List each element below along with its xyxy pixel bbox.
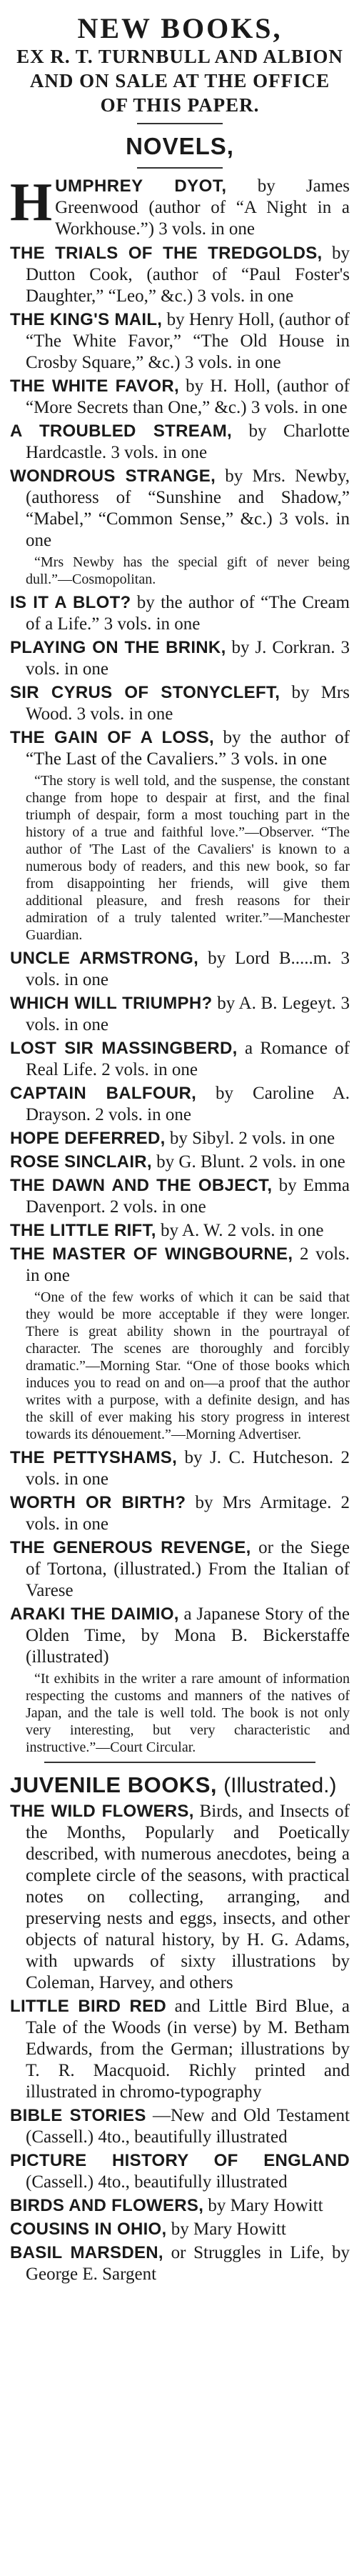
book-title: THE DAWN AND THE OBJECT, bbox=[10, 1176, 273, 1195]
book-description: by J. Corkran. 3 vols. in one bbox=[26, 638, 350, 679]
book-entry bbox=[10, 1175, 350, 1218]
book-title: SIR CYRUS OF STONYCLEFT, bbox=[10, 683, 280, 702]
book-entry bbox=[10, 1244, 350, 1287]
book-title: PLAYING ON THE BRINK, bbox=[10, 638, 226, 657]
juvenile-heading: JUVENILE BOOKS, bbox=[10, 1772, 217, 1797]
book-title: HOPE DEFERRED, bbox=[10, 1129, 166, 1148]
book-description: by Dutton Cook, (author of “Paul Foster's Daughter,” “Leo,” &c.) 3 vols. in one bbox=[26, 244, 350, 306]
book-entry bbox=[10, 1604, 350, 1668]
book-entry bbox=[10, 1128, 350, 1149]
book-description: by Lord B.....m. 3 vols. in one bbox=[26, 949, 350, 989]
book-description: 2 vols. in one bbox=[26, 1244, 350, 1285]
book-entry bbox=[10, 682, 350, 725]
book-description: by Henry Holl, (author of “The White Favor,” “The Old House in Crosby Square,” &c.) 3 vols. in one bbox=[26, 310, 350, 372]
ad-subtitle-line-2: AND ON SALE AT THE OFFICE bbox=[29, 70, 330, 91]
book-description: by Mrs Armitage. 2 vols. in one bbox=[26, 1493, 350, 1534]
book-title: WORTH OR BIRTH? bbox=[10, 1493, 186, 1512]
book-description: by J. C. Hutcheson. 2 vols. in one bbox=[26, 1448, 350, 1489]
section-heading-juvenile bbox=[10, 1770, 350, 1801]
book-title: THE GAIN OF A LOSS, bbox=[10, 728, 215, 747]
book-description: —New and Old Testament (Cassell.) 4to., beautifully illustrated bbox=[26, 2106, 350, 2147]
book-entry bbox=[10, 243, 350, 307]
book-entry bbox=[10, 2150, 350, 2193]
book-entry bbox=[10, 2195, 350, 2217]
book-title: UMPHREY DYOT, bbox=[55, 176, 227, 196]
book-title: ARAKI THE DAIMIO, bbox=[10, 1604, 179, 1624]
book-entry bbox=[10, 376, 350, 419]
book-description: by Mary Howitt bbox=[171, 2220, 286, 2239]
book-entry bbox=[10, 2105, 350, 2148]
book-title: WHICH WILL TRIUMPH? bbox=[10, 994, 213, 1013]
book-title: UNCLE ARMSTRONG, bbox=[10, 949, 199, 968]
book-title: PICTURE HISTORY OF ENGLAND bbox=[10, 2151, 350, 2170]
book-title: ROSE SINCLAIR, bbox=[10, 1152, 152, 1172]
masthead bbox=[10, 13, 350, 117]
book-description: by Charlotte Hardcastle. 3 vols. in one bbox=[26, 421, 350, 462]
book-title: THE PETTYSHAMS, bbox=[10, 1448, 178, 1467]
book-title: THE GENEROUS REVENGE, bbox=[10, 1538, 251, 1557]
book-title: THE WHITE FAVOR, bbox=[10, 376, 179, 396]
book-description: by G. Blunt. 2 vols. in one bbox=[156, 1152, 345, 1172]
book-entry bbox=[10, 1083, 350, 1126]
book-entry bbox=[10, 1492, 350, 1535]
divider-rule bbox=[137, 123, 223, 124]
divider-rule bbox=[44, 1762, 315, 1763]
divider-rule bbox=[137, 167, 223, 169]
book-title: LITTLE BIRD RED bbox=[10, 1997, 167, 2016]
book-title: THE WILD FLOWERS, bbox=[10, 1802, 194, 1821]
juvenile-qualifier: (Illustrated.) bbox=[223, 1774, 337, 1797]
book-title: BASIL MARSDEN, bbox=[10, 2243, 163, 2262]
drop-cap: H bbox=[10, 172, 53, 232]
book-description: and Little Bird Blue, a Tale of the Woods (in verse) by M. Betham Edwards, from the German; illustrations by T. R. Macquoid. Richly printed and illustrated in chromo-typography bbox=[26, 1997, 350, 2102]
book-title: THE MASTER OF WINGBOURNE, bbox=[10, 1244, 293, 1264]
book-entry bbox=[10, 1801, 350, 1994]
book-description: by Mary Howitt bbox=[208, 2196, 323, 2215]
book-description: (Cassell.) 4to., beautifully illustrated bbox=[26, 2172, 288, 2192]
book-description: a Romance of Real Life. 2 vols. in one bbox=[26, 1039, 350, 1079]
book-title: BIBLE STORIES bbox=[10, 2106, 146, 2125]
book-entry bbox=[10, 637, 350, 680]
book-title: THE LITTLE RIFT, bbox=[10, 1221, 156, 1240]
book-description: by Emma Davenport. 2 vols. in one bbox=[26, 1176, 350, 1217]
book-description: by Caroline A. Drayson. 2 vols. in one bbox=[26, 1084, 350, 1124]
book-entry bbox=[10, 466, 350, 551]
review-quote: “It exhibits in the writer a rare amount of information respecting the customs and manners of the natives of Japan, and the tale is well told. The book is not only very interesting, but very characteristic and instructive.”—Court Circular. bbox=[26, 1671, 350, 1755]
book-title: THE TRIALS OF THE TREDGOLDS, bbox=[10, 244, 323, 263]
book-description: a Japanese Story of the Olden Time, by Mona B. Bickerstaffe (illustrated) bbox=[26, 1604, 350, 1667]
book-description: Birds, and Insects of the Months, Popularly and Poetically described, with numerous anecdotes, being a complete circle of the seasons, with practical notes on collecting, arranging, and preserving nests and eggs, insects, and other objects of natural history, by H. G. Adams, with upwards of sixty illustrations by Coleman, Harvey, and others bbox=[26, 1802, 350, 1992]
review-quote: “The story is well told, and the suspense, the constant change from hope to despair at first, and the final triumph of despair, form a most touching part in the history of a true and faithful love.”—Observer. “The author of 'The Last of the Cavaliers' is known to a numerous body of readers, and this new book, so far from disappointing her friends, will give them additional pleasure, and fresh reasons for their admiration of a truly talented writer.”—Manchester Guardian. bbox=[26, 773, 350, 943]
book-entry bbox=[10, 172, 350, 240]
book-title: IS IT A BLOT? bbox=[10, 593, 131, 612]
book-description: by the author of “The Cream of a Life.” 3 vols. in one bbox=[26, 593, 350, 634]
novels-list bbox=[10, 243, 350, 1756]
book-entry bbox=[10, 309, 350, 374]
book-description: or Struggles in Life, by George E. Sargent bbox=[26, 2243, 350, 2284]
review-quote: “One of the few works of which it can be said that they would be more acceptable if they were longer. There is great ability shown in the pourtrayal of character. The scenes are thoroughly and forcibly dramatic.”—Morning Star. “One of those books which induces you to read on and on—a proof that the author writes with a purpose, with a definite design, and has the skill of ever making his story progress in interest towards its dénouement.”—Morning Advertiser. bbox=[26, 1289, 350, 1442]
juvenile-list bbox=[10, 1801, 350, 2285]
book-entry bbox=[10, 1447, 350, 1490]
book-title: A TROUBLED STREAM, bbox=[10, 421, 232, 441]
ad-title: NEW BOOKS, bbox=[77, 12, 283, 44]
book-title: BIRDS AND FLOWERS, bbox=[10, 2196, 204, 2215]
book-description: by H. Holl, (author of “More Secrets than One,” &c.) 3 vols. in one bbox=[26, 376, 350, 417]
book-description: by A. W. 2 vols. in one bbox=[161, 1221, 324, 1240]
book-description: or the Siege of Tortona, (illustrated.) From the Italian of Varese bbox=[26, 1538, 350, 1600]
book-entry bbox=[10, 2242, 350, 2285]
book-entry bbox=[10, 1220, 350, 1242]
book-entry bbox=[10, 948, 350, 991]
book-description: by A. B. Legeyt. 3 vols. in one bbox=[26, 994, 350, 1034]
book-title: WONDROUS STRANGE, bbox=[10, 466, 216, 486]
book-description: by Mrs. Newby, (authoress of “Sunshine and Shadow,” “Mabel,” “Common Sense,” &c.) 3 vols. in one bbox=[26, 466, 350, 550]
book-title: CAPTAIN BALFOUR, bbox=[10, 1084, 197, 1103]
ad-subtitle-line-1: EX R. T. TURNBULL AND ALBION bbox=[16, 46, 343, 67]
book-description: by the author of “The Last of the Cavaliers.” 3 vols. in one bbox=[26, 728, 350, 769]
ad-subtitle-line-3: OF THIS PAPER. bbox=[100, 94, 260, 116]
section-heading-novels: NOVELS, bbox=[126, 133, 234, 159]
book-entry bbox=[10, 421, 350, 464]
book-entry bbox=[10, 592, 350, 635]
book-entry bbox=[10, 1152, 350, 1173]
book-entry bbox=[10, 1038, 350, 1081]
book-entry bbox=[10, 1996, 350, 2103]
book-entry bbox=[10, 727, 350, 770]
book-description: by James Greenwood (author of “A Night in a Workhouse.”) 3 vols. in one bbox=[55, 176, 350, 239]
book-entry bbox=[10, 2219, 350, 2240]
book-title: THE KING'S MAIL, bbox=[10, 310, 163, 329]
book-title: COUSINS IN OHIO, bbox=[10, 2220, 167, 2239]
review-quote: “Mrs Newby has the special gift of never being dull.”—Cosmopolitan. bbox=[26, 554, 350, 587]
book-title: LOST SIR MASSINGBERD, bbox=[10, 1039, 238, 1058]
book-entry bbox=[10, 993, 350, 1036]
book-entry bbox=[10, 1537, 350, 1602]
book-description: by Mrs Wood. 3 vols. in one bbox=[26, 683, 350, 724]
book-description: by Sibyl. 2 vols. in one bbox=[169, 1129, 335, 1148]
